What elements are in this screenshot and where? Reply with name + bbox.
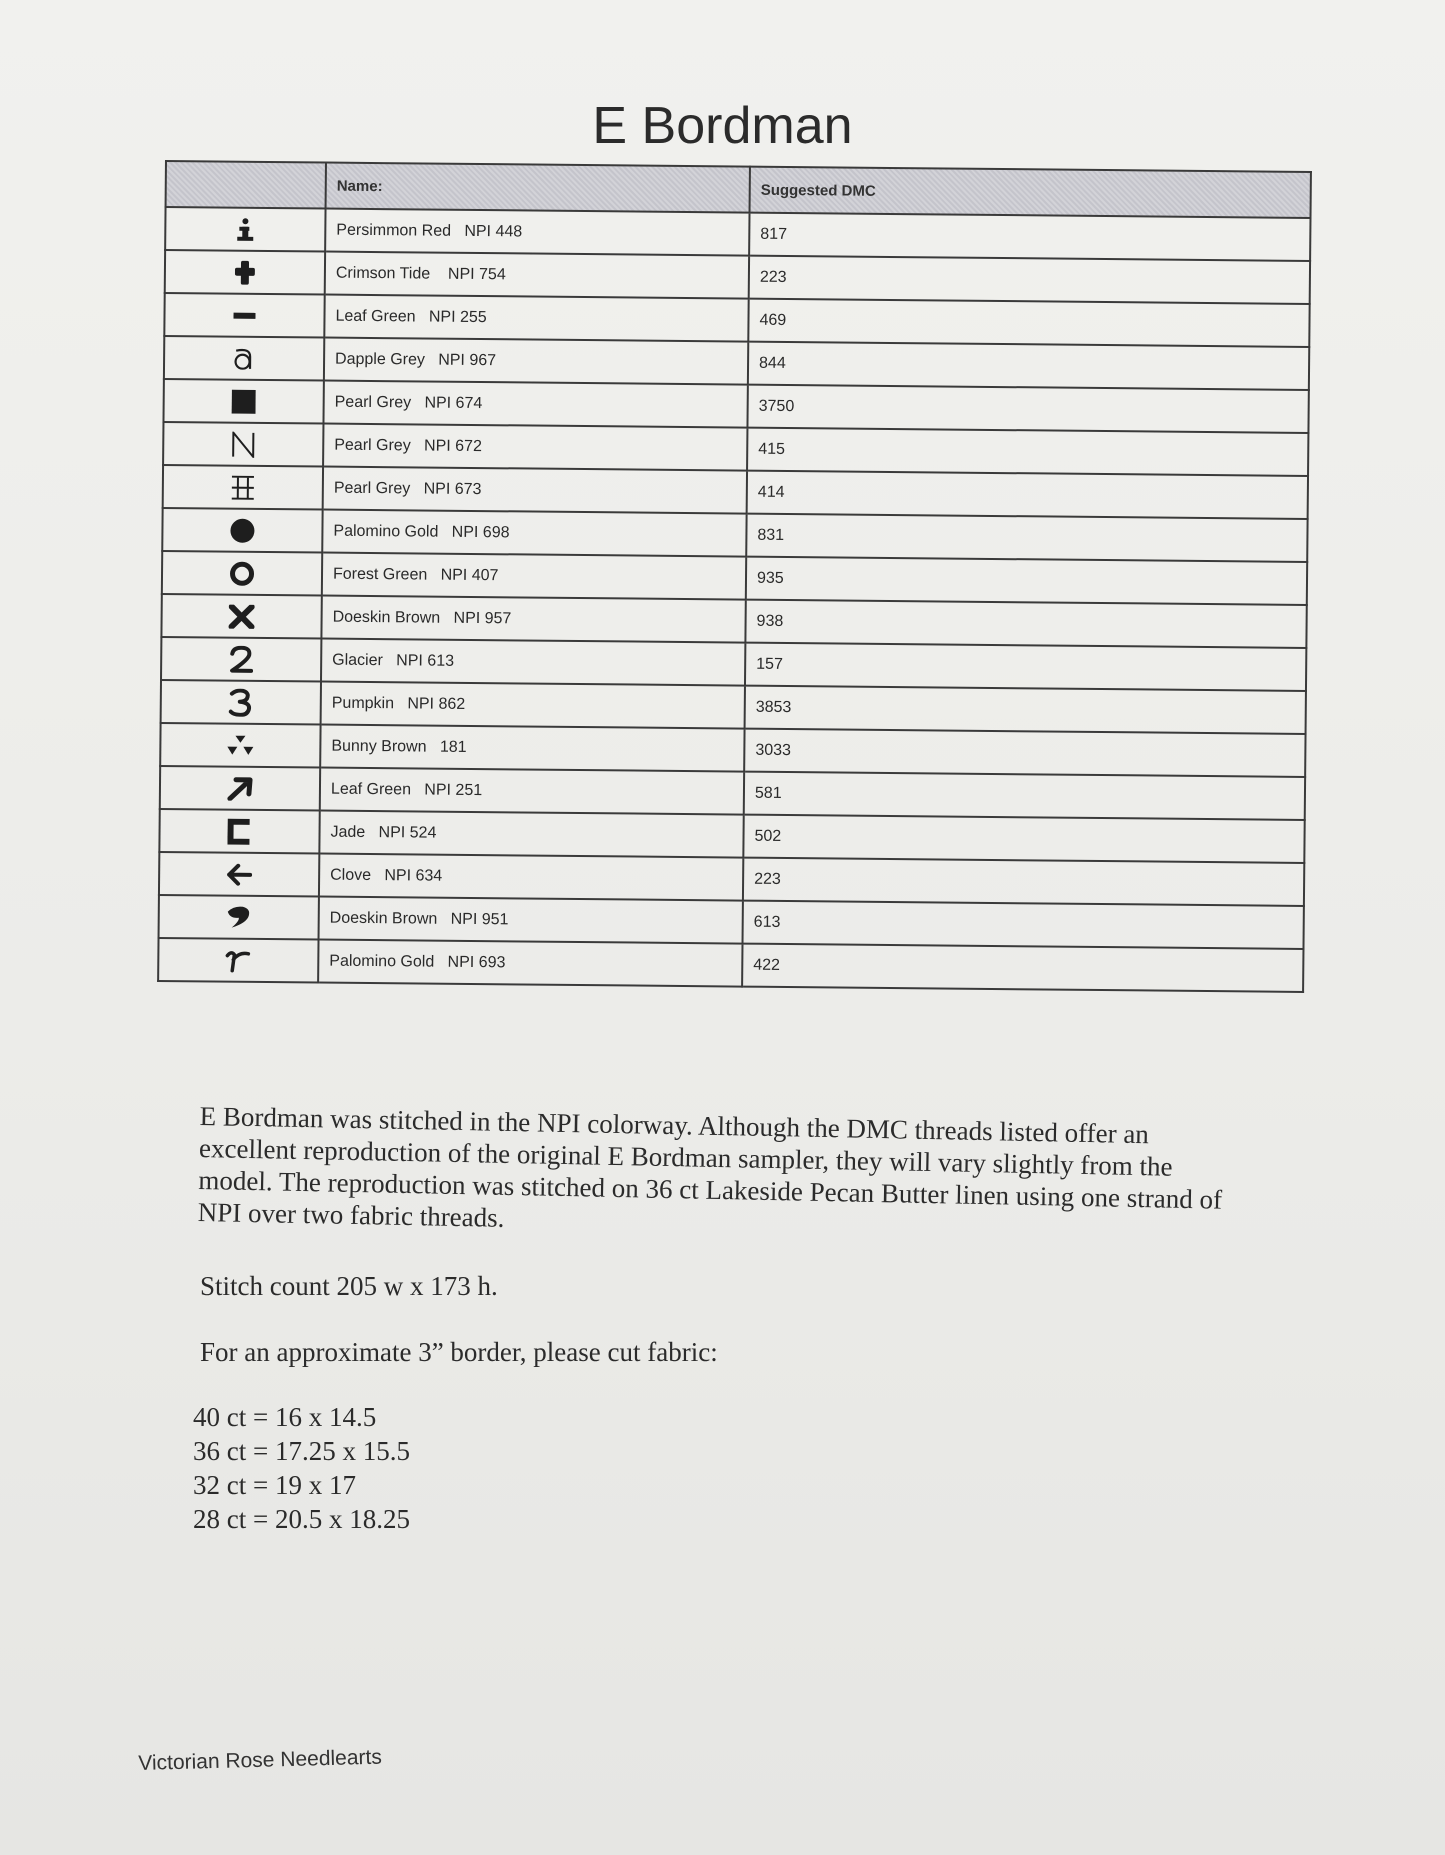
list-item: 28 ct = 20.5 x 18.25 [193,1504,410,1534]
dmc-number: 422 [742,944,1303,992]
anchor-i-icon [165,207,325,252]
thread-name: Pearl Grey NPI 674 [323,381,747,428]
colorway-notes: E Bordman was stitched in the NPI colorway. Although the DMC threads listed offer an excellent reproduction of the original E Bordman sampler, they will vary slightly from the model. The reproduction was stitched on 36 ct Lakeside Pecan Butter linen using one strand of NPI over two fabric threads. [197,1100,1223,1233]
roman-ii-icon [163,465,323,510]
publisher-footer: Victorian Rose Needlearts [138,1745,383,1775]
dmc-number: 817 [749,213,1310,261]
thread-name: Doeskin Brown NPI 957 [321,596,745,643]
symbol-header [166,161,326,209]
comma-icon [159,895,319,940]
name-header: Name: [326,163,750,213]
thread-name: Pearl Grey NPI 672 [323,424,747,471]
dmc-header: Suggested DMC [750,167,1311,218]
cross-icon [165,250,325,295]
thread-name: Glacier NPI 613 [321,639,745,686]
arrow-left-icon [159,852,319,897]
thread-name: Palomino Gold NPI 698 [322,510,746,557]
thread-name: Palomino Gold NPI 693 [318,940,742,987]
thread-key-table [157,160,1312,993]
dmc-number: 831 [746,514,1307,562]
digit-3-icon [161,680,321,725]
triangle-dots-icon [160,723,320,768]
bracket-icon [159,809,319,854]
dmc-number: 935 [746,557,1307,605]
dash-icon [164,293,324,338]
filled-circle-icon [162,508,322,553]
dmc-number: 3750 [747,385,1308,433]
dmc-number: 613 [743,901,1304,949]
dmc-number: 3853 [745,686,1306,734]
arrow-up-right-icon [160,766,320,811]
dmc-number: 938 [745,600,1306,648]
border-instructions: For an approximate 3” border, please cut fabric: [200,1337,718,1367]
thread-name: Dapple Grey NPI 967 [324,338,748,385]
x-mark-icon [161,594,321,639]
letter-a-icon [164,336,324,381]
thread-name: Crimson Tide NPI 754 [325,252,749,299]
thread-name: Doeskin Brown NPI 951 [319,897,743,944]
thread-name: Persimmon Red NPI 448 [325,209,749,256]
dmc-number: 502 [743,815,1304,863]
thread-name: Leaf Green NPI 255 [324,295,748,342]
list-item: 32 ct = 19 x 17 [193,1470,356,1500]
thread-name: Pumpkin NPI 862 [321,682,745,729]
digit-2-icon [161,637,321,682]
dmc-number: 223 [749,256,1310,304]
thread-name: Jade NPI 524 [319,811,743,858]
stitch-count: Stitch count 205 w x 173 h. [200,1271,498,1301]
page-title: E Bordman [592,97,853,155]
dmc-number: 469 [748,299,1309,347]
dmc-number: 223 [743,858,1304,906]
thread-name: Forest Green NPI 407 [322,553,746,600]
thread-name: Pearl Grey NPI 673 [323,467,747,514]
letter-n-icon [163,422,323,467]
dmc-number: 3033 [744,729,1305,777]
dmc-number: 844 [748,342,1309,390]
dmc-number: 581 [744,772,1305,820]
ring-icon [162,551,322,596]
list-item: 40 ct = 16 x 14.5 [193,1402,377,1432]
dmc-number: 415 [747,428,1308,476]
cut-size-list [193,1400,410,1536]
thread-name: Leaf Green NPI 251 [320,768,744,815]
script-r-icon [158,938,318,983]
list-item: 36 ct = 17.25 x 15.5 [193,1436,410,1466]
thread-name: Bunny Brown 181 [320,725,744,772]
thread-name: Clove NPI 634 [319,854,743,901]
dmc-number: 414 [747,471,1308,519]
filled-square-icon [163,379,323,424]
dmc-number: 157 [745,643,1306,691]
